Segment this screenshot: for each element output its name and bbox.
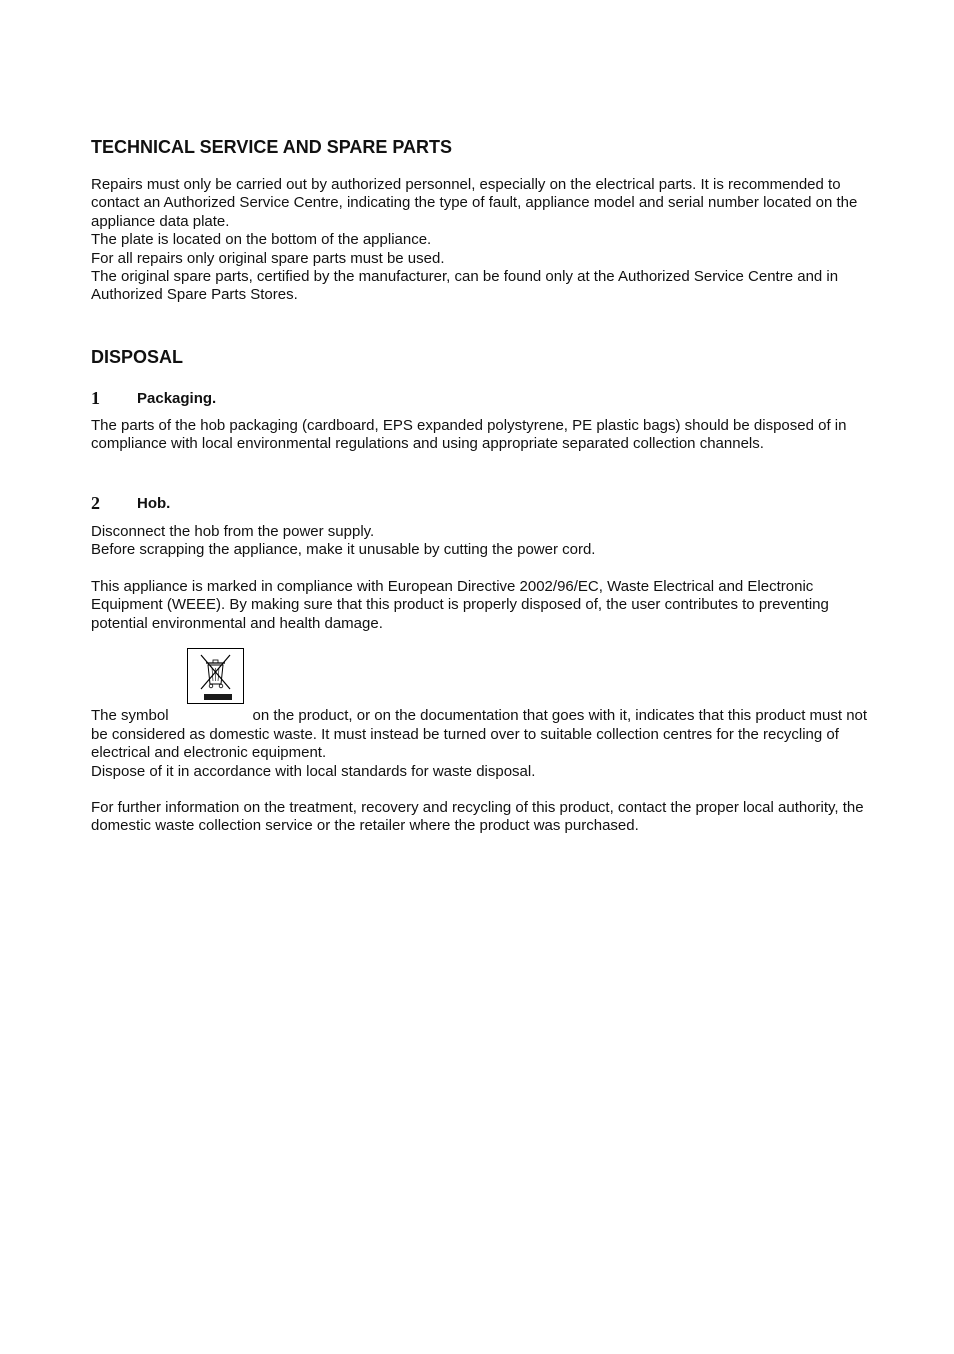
- packaging-body: The parts of the hob packaging (cardboard, EPS expanded polystyrene, PE plastic bags) should be disposed of in compliance with local environmental regulations and using appropriate separated collection channels.: [91, 417, 847, 453]
- symbol-paragraph: [91, 689, 881, 763]
- dispose-paragraph: Dispose of it in accordance with local standards for waste disposal.: [91, 763, 536, 780]
- hob-number: 2: [91, 493, 100, 513]
- symbol-prefix: The symbol: [91, 707, 169, 725]
- weee-paragraph: This appliance is marked in compliance with European Directive 2002/96/EC, Waste Electrical and Electronic Equipment (WEEE). By making sure that this product is properly disposed of, the user contributes to preventing potential environmental and health damage.: [91, 578, 829, 632]
- disposal-heading: DISPOSAL: [91, 347, 184, 367]
- technical-heading: TECHNICAL SERVICE AND SPARE PARTS: [91, 137, 453, 157]
- hob-body: Disconnect the hob from the power supply. Before scrapping the appliance, make it unusable by cutting the power cord.: [91, 523, 596, 559]
- technical-body: Repairs must only be carried out by authorized personnel, especially on the electrical parts. It is recommended to contact an Authorized Service Centre, indicating the type of fault, appliance model and serial number located on the appliance data plate. The plate is located on the bottom of the appliance. For all repairs only original spare parts must be used. The original spare parts, certified by the manufacturer, can be found only at the Authorized Service Centre and in Authorized Spare Parts Stores.: [91, 176, 858, 304]
- further-info-paragraph: For further information on the treatment, recovery and recycling of this product, contact the proper local authority, the domestic waste collection service or the retailer where the product was purchased.: [91, 799, 864, 835]
- hob-title: Hob.: [137, 495, 171, 512]
- packaging-title: Packaging.: [137, 390, 217, 407]
- packaging-number: 1: [91, 388, 100, 408]
- symbol-text: on the product, or on the documentation that goes with it, indicates that this product must not be considered as domestic waste. It must instead be turned over to suitable collection centres for the recycling of electrical and electronic equipment.: [91, 707, 868, 762]
